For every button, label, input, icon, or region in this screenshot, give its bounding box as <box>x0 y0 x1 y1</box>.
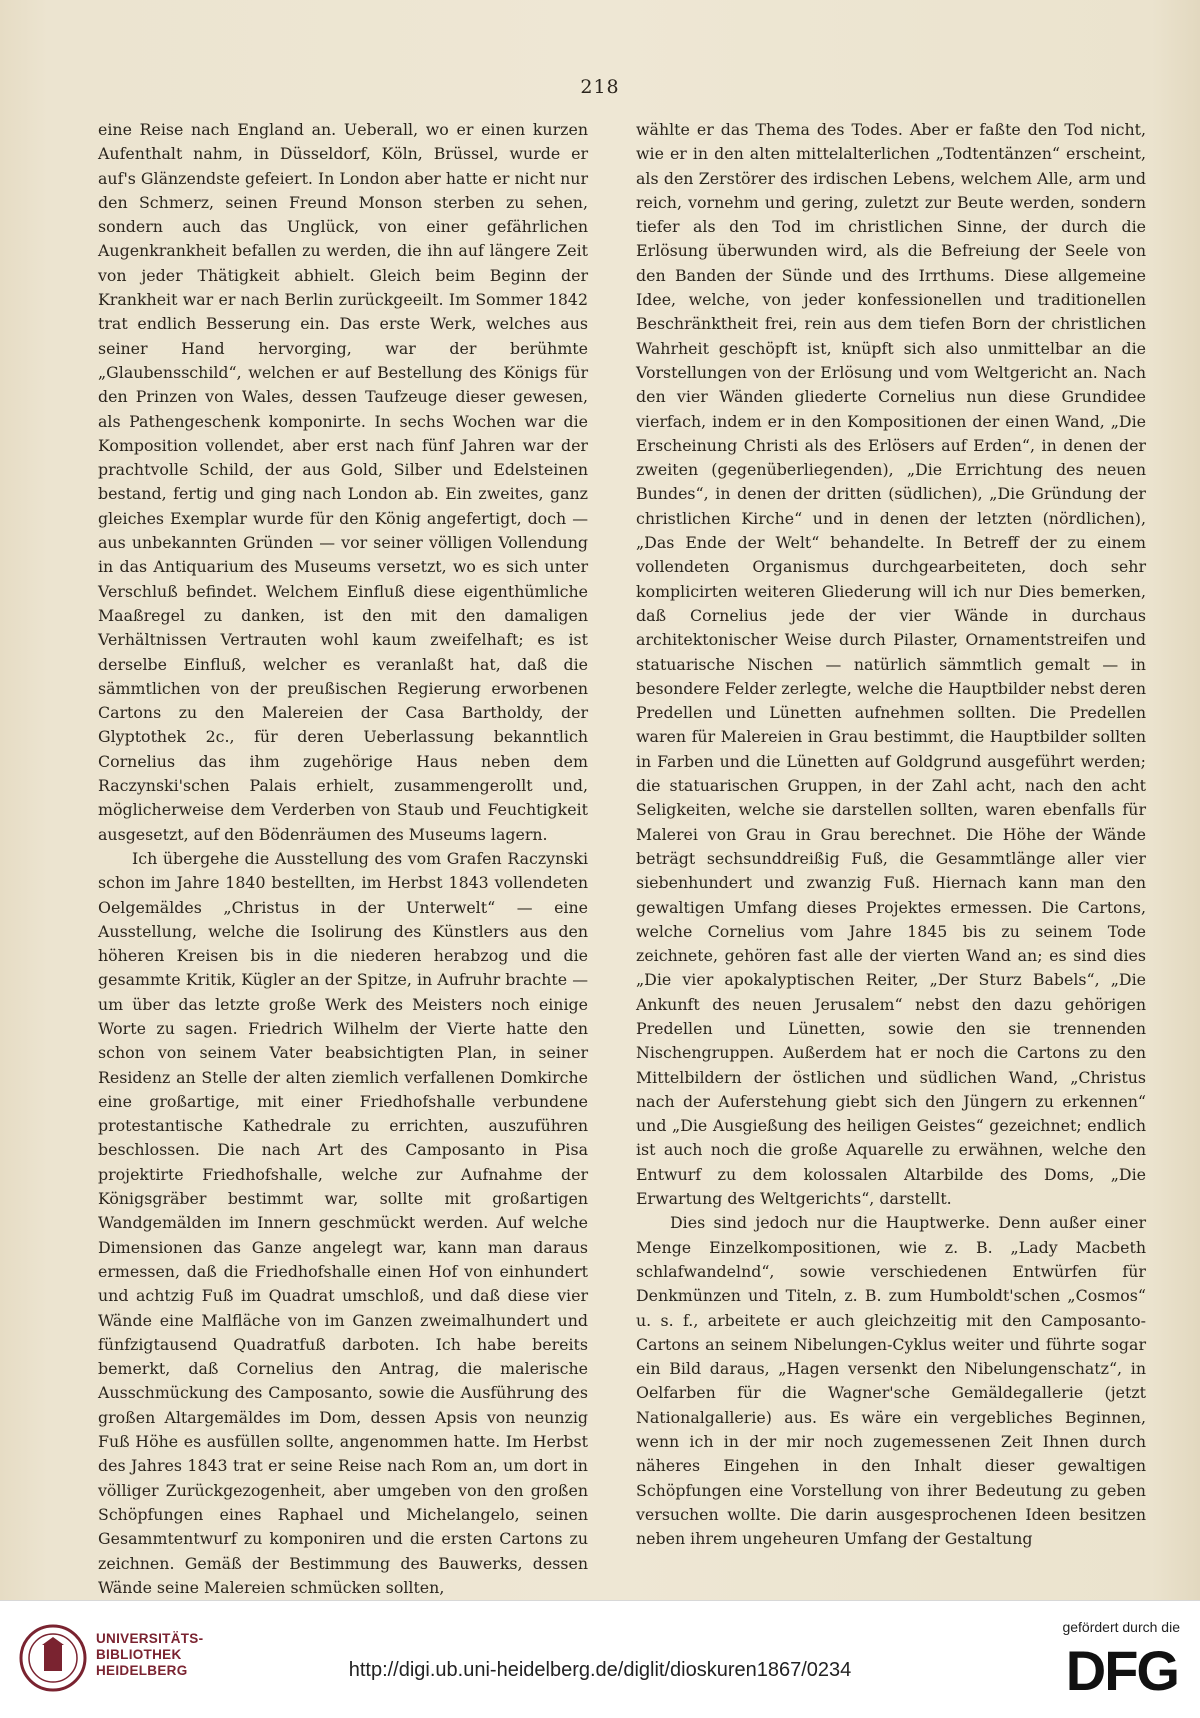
library-name-line: UNIVERSITÄTS- <box>96 1631 204 1646</box>
paragraph: eine Reise nach England an. Ueberall, wo er einen kurzen Aufenthalt nahm, in Düsseldorf, Köln, Brüssel, wurde er auf's Glänzendste gefeiert. In London aber hatte er nicht nur den Schmerz, seinen Freund Monson sterben zu sehen, sondern auch das Unglück, von einer gefährlichen Augenkrankheit befallen zu werden, die ihn auf längere Zeit von jeder Thätigkeit abhielt. Gleich beim Beginn der Krankheit war er nach Berlin zurückgeeilt. Im Sommer 1842 trat endlich Besserung ein. Das erste Werk, welches aus seiner Hand hervorging, war der berühmte „Glaubensschild“, welchen er auf Bestellung des Königs für den Prinzen von Wales, dessen Taufzeuge dieser gewesen, als Pathengeschenk komponirte. In sechs Wochen war die Komposition vollendet, aber erst nach fünf Jahren war der prachtvolle Schild, der aus Gold, Silber und Edelsteinen bestand, fertig und ging nach London ab. Ein zweites, ganz gleiches Exemplar wurde für den König angefertigt, doch — aus unbekannten Gründen — vor seiner völligen Vollendung in das Antiquarium des Museums versetzt, wo es sich unter Verschluß befindet. Welchem Einfluß diese eigenthümliche Maaßregel zu danken, ist den mit den damaligen Verhältnissen Vertrauten wohl kaum zweifelhaft; es ist derselbe Einfluß, welcher es veranlaßt hat, daß die sämmtlichen von der preußischen Regierung erworbenen Cartons zu den Malereien der Casa Bartholdy, der Glyptothek 2c., für deren Ueberlassung bekanntlich Cornelius das ihm zugehörige Haus neben dem Raczynski'schen Palais erhielt, zusammengerollt und, möglicherweise dem Verderben von Staub und Feuchtigkeit ausgesetzt, auf den Bödenräumen des Museums lagern. <box>98 120 588 844</box>
page-number: 218 <box>580 76 620 98</box>
library-name-line: BIBLIOTHEK <box>96 1647 182 1662</box>
right-column <box>636 118 1146 1558</box>
dfg-logo: DFG <box>1065 1639 1178 1702</box>
sponsor-label: gefördert durch die <box>1062 1619 1180 1635</box>
paragraph: wählte er das Thema des Todes. Aber er faßte den Tod nicht, wie er in den alten mittelalterlichen „Todtentänzen“ erscheint, als den Zerstörer des irdischen Lebens, welchem Alle, arm und reich, vornehm und gering, zuletzt zur Beute werden, sondern tiefer als den Tod im christlichen Sinne, der durch die Erlösung überwunden wird, als die Befreiung der Seele von den Banden der Sünde und des Irrthums. Diese allgemeine Idee, welche, von jeder konfessionellen und traditionellen Beschränktheit frei, rein aus dem tiefen Born der christlichen Wahrheit geschöpft ist, knüpft sich also unmittelbar an die Vorstellungen von der Erlösung und vom Weltgericht an. Nach den vier Wänden gliederte Cornelius nun diese Grundidee vierfach, indem er in den Kompositionen der einen Wand, „Die Erscheinung Christi als des Erlösers auf Erden“, in denen der zweiten (gegenüberliegenden), „Die Errichtung des neuen Bundes“, in denen der dritten (südlichen), „Die Gründung der christlichen Kirche“ und in denen der letzten (nördlichen), „Das Ende der Welt“ behandelte. In Betreff der zu einem vollendeten Organismus durchgearbeiteten, doch sehr komplicirten weiteren Gliederung will ich nur Dies bemerken, daß Cornelius jede der vier Wände in durchaus architektonischer Weise durch Pilaster, Ornamentstreifen und statuarische Nischen — natürlich sämmtlich gemalt — in besondere Felder zerlegte, welche die Hauptbilder nebst deren Predellen und Lünetten aufnehmen sollten. Die Predellen waren für Malereien in Grau bestimmt, die Hauptbilder sollten in Farben und die Lünetten auf Goldgrund ausgeführt werden; die statuarischen Gruppen, in der Zahl acht, nach den acht Seligkeiten, welche sie darstellen sollten, waren ebenfalls für Malerei von Grau in Grau berechnet. Die Höhe der Wände beträgt sechsunddreißig Fuß, die Gesammtlänge aller vier siebenhundert und zwanzig Fuß. Hiernach kann man den gewaltigen Umfang dieses Projektes ermessen. Die Cartons, welche Cornelius vom Jahre 1845 bis zu seinem Tode zeichnete, gehören fast alle der vierten Wand an; es sind dies „Die vier apokalyptischen Reiter, „Der Sturz Babels“, „Die Ankunft des neuen Jerusalem“ nebst den dazu gehörigen Predellen und Lünetten, sowie den sie trennenden Nischengruppen. Außerdem hat er noch die Cartons zu den Mittelbildern der östlichen und südlichen Wand, „Christus nach der Auferstehung giebt sich den Jüngern zu erkennen“ und „Die Ausgießung des heiligen Geistes“ gezeichnet; endlich ist auch noch die große Aquarelle zu erwähnen, welche den Entwurf zu dem kolossalen Altarbilde des Doms, „Die Erwartung des Weltgerichts“, darstellt. <box>636 120 1146 1209</box>
viewer-footer <box>0 1600 1200 1718</box>
library-name-line: HEIDELBERG <box>96 1663 188 1678</box>
paragraph: Ich übergehe die Ausstellung des vom Grafen Raczynski schon im Jahre 1840 bestellten, im Herbst 1843 vollendeten Oelgemäldes „Christus in der Unterwelt“ — eine Ausstellung, welche die Isolirung des Künstlers aus den höheren Kreisen bis in die niederen herabzog und die gesammte Kritik, Kügler an der Spitze, in Aufruhr brachte — um über das letzte große Werk des Meisters noch einige Worte zu sagen. Friedrich Wilhelm der Vierte hatte den schon von seinem Vater beabsichtigten Plan, in seiner Residenz an Stelle der alten ziemlich verfallenen Domkirche eine großartige, mit einer Friedhofshalle verbundene protestantische Kathedrale zu errichten, auszuführen beschlossen. Die nach Art des Camposanto in Pisa projektirte Friedhofshalle, welche zur Aufnahme der Königsgräber bestimmt war, sollte mit großartigen Wandgemälden im Innern geschmückt werden. Auf welche Dimensionen das Ganze angelegt war, kann man daraus ermessen, daß die Friedhofshalle einen Hof von einhundert und achtzig Fuß im Quadrat umschloß, und daß diese vier Wände eine Malfläche von im Ganzen zweimalhundert und fünfzigtausend Quadratfuß darboten. Ich habe bereits bemerkt, daß Cornelius den Antrag, die malerische Ausschmückung des Camposanto, sowie die Ausführung des großen Altargemäldes im Dom, dessen Apsis von neunzig Fuß Höhe es ausfüllen sollte, angenommen hatte. Im Herbst des Jahres 1843 trat er seine Reise nach Rom an, um dort in völliger Zurückgezogenheit, aber umgeben von den großen Schöpfungen eines Raphael und Michelangelo, seinen Gesammtentwurf zu komponiren und die ersten Cartons zu zeichnen. Gemäß der Bestimmung des Bauwerks, dessen Wände seine Malereien schmücken sollten, <box>98 848 588 1597</box>
university-seal-icon <box>18 1623 88 1693</box>
paragraph: Dies sind jedoch nur die Hauptwerke. Denn außer einer Menge Einzelkompositionen, wie z. B. „Lady Macbeth schlafwandelnd“, sowie verschiedenen Entwürfen für Denkmünzen und Titeln, z. B. zum Humboldt'schen „Cosmos“ u. s. f., arbeitete er auch gleichzeitig mit den Camposanto-Cartons an seinem Nibelungen-Cyklus weiter und führte sogar ein Bild daraus, „Hagen versenkt den Nibelungenschatz“, in Oelfarben für die Wagner'sche Gemäldegallerie (jetzt Nationalgallerie) aus. Es wäre ein vergebliches Beginnen, wenn ich in der mir noch zugemessenen Zeit Ihnen durch näheres Eingehen in den Inhalt dieser gewaltigen Schöpfungen eine Vorstellung von ihrer Bedeutung zu geben versuchen wollte. Die darin ausgesprochenen Ideen besitzen neben ihrem ungeheuren Umfang der Gestaltung <box>636 1213 1146 1549</box>
left-column <box>98 118 588 1597</box>
permalink-url[interactable]: http://digi.ub.uni-heidelberg.de/diglit/dioskuren1867/0234 <box>348 1659 852 1681</box>
